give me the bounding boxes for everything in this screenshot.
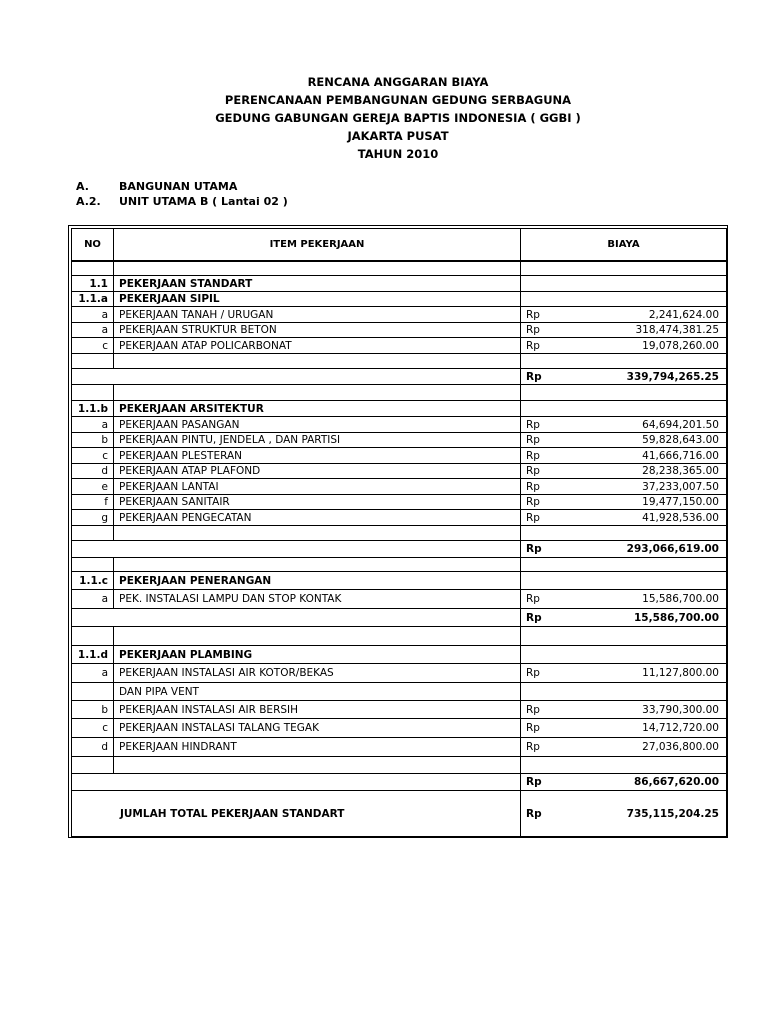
row-item xyxy=(114,261,521,276)
row-item: PEKERJAAN ATAP PLAFOND xyxy=(114,464,521,479)
cost-amount: 28,238,365.00 xyxy=(642,465,719,477)
row-item: PEKERJAAN PLAMBING xyxy=(114,646,521,664)
subtotal-spacer-cell xyxy=(72,609,521,627)
section-label: UNIT UTAMA B ( Lantai 02 ) xyxy=(119,195,288,208)
subtotal-cost xyxy=(521,541,727,558)
cost-amount: 41,666,716.00 xyxy=(642,449,719,462)
subtotal-spacer-cell xyxy=(72,541,521,558)
currency-label: Rp xyxy=(526,667,540,679)
title-line: JAKARTA PUSAT xyxy=(347,129,449,143)
row-number: g xyxy=(72,510,114,526)
table-row xyxy=(72,757,727,774)
row-cost xyxy=(521,664,727,683)
row-cost xyxy=(521,757,727,774)
row-number xyxy=(72,261,114,276)
row-cost xyxy=(521,495,727,510)
row-number: d xyxy=(72,464,114,479)
cost-amount xyxy=(526,649,721,661)
row-item xyxy=(114,757,521,774)
currency-label: Rp xyxy=(526,807,542,820)
row-item: PEKERJAAN PENERANGAN xyxy=(114,572,521,590)
row-item: PEKERJAAN INSTALASI AIR KOTOR/BEKAS xyxy=(114,664,521,683)
row-item: PEKERJAAN HINDRANT xyxy=(114,738,521,757)
cost-amount: 2,241,624.00 xyxy=(648,308,719,321)
table-row xyxy=(72,338,727,354)
cost-amount: 19,477,150.00 xyxy=(642,496,719,508)
row-item: PEKERJAAN PENGECATAN xyxy=(114,510,521,526)
subtotal-cost xyxy=(521,609,727,627)
subtotal-amount: 339,794,265.25 xyxy=(626,370,719,383)
currency-label: Rp xyxy=(526,703,540,716)
cost-amount xyxy=(526,575,721,587)
cost-amount xyxy=(526,387,721,399)
cost-amount: 318,474,381.25 xyxy=(635,324,719,336)
cost-amount: 41,928,536.00 xyxy=(642,511,719,524)
row-cost xyxy=(521,401,727,417)
subtotal-cost xyxy=(521,774,727,791)
currency-label: Rp xyxy=(526,324,540,336)
row-number: e xyxy=(72,479,114,495)
currency-label: Rp xyxy=(526,611,542,624)
table-row xyxy=(72,369,727,385)
table-row xyxy=(72,526,727,541)
table-row xyxy=(72,479,727,495)
row-number: 1.1.c xyxy=(72,572,114,590)
cost-amount: 33,790,300.00 xyxy=(642,703,719,716)
table-row xyxy=(72,609,727,627)
row-cost xyxy=(521,526,727,541)
currency-label: Rp xyxy=(526,308,540,321)
cost-amount xyxy=(526,686,721,698)
cost-amount: 19,078,260.00 xyxy=(642,339,719,352)
row-number: a xyxy=(72,417,114,433)
currency-label: Rp xyxy=(526,370,542,383)
row-cost xyxy=(521,558,727,572)
table-header-row xyxy=(72,229,727,261)
budget-table xyxy=(71,228,727,837)
table-row xyxy=(72,774,727,791)
row-item: PEKERJAAN STANDART xyxy=(114,276,521,292)
table-row xyxy=(72,323,727,338)
table-row xyxy=(72,464,727,479)
cost-amount xyxy=(526,403,721,415)
cost-amount: 14,712,720.00 xyxy=(642,722,719,734)
row-item: PEKERJAAN STRUKTUR BETON xyxy=(114,323,521,338)
cost-amount xyxy=(526,527,721,539)
row-cost xyxy=(521,354,727,369)
table-row xyxy=(72,417,727,433)
row-cost xyxy=(521,572,727,590)
row-number: b xyxy=(72,433,114,448)
cost-amount: 11,127,800.00 xyxy=(642,667,719,679)
cost-amount: 27,036,800.00 xyxy=(642,741,719,753)
currency-label: Rp xyxy=(526,511,540,524)
row-number: a xyxy=(72,590,114,609)
row-item: PEKERJAAN SANITAIR xyxy=(114,495,521,510)
table-row xyxy=(72,701,727,719)
table-row xyxy=(72,664,727,683)
currency-label: Rp xyxy=(526,449,540,462)
row-item: PEKERJAAN ARSITEKTUR xyxy=(114,401,521,417)
document-title-block xyxy=(0,73,768,163)
table-row xyxy=(72,590,727,609)
subtotal-spacer-cell xyxy=(72,369,521,385)
row-item xyxy=(114,354,521,369)
row-number xyxy=(72,558,114,572)
currency-label: Rp xyxy=(526,496,540,508)
row-number: a xyxy=(72,307,114,323)
row-cost xyxy=(521,646,727,664)
cost-amount xyxy=(526,262,721,274)
table-row xyxy=(72,433,727,448)
grand-total-amount: 735,115,204.25 xyxy=(626,807,719,820)
cost-amount xyxy=(526,759,721,771)
row-cost xyxy=(521,307,727,323)
table-row xyxy=(72,261,727,276)
currency-label: Rp xyxy=(526,465,540,477)
row-number xyxy=(72,757,114,774)
table-row xyxy=(72,307,727,323)
section-label: BANGUNAN UTAMA xyxy=(119,180,238,193)
row-item: PEKERJAAN LANTAI xyxy=(114,479,521,495)
row-number: d xyxy=(72,738,114,757)
row-number xyxy=(72,354,114,369)
cost-amount xyxy=(526,278,721,290)
row-cost xyxy=(521,479,727,495)
cost-amount: 37,233,007.50 xyxy=(642,480,719,493)
subtotal-amount: 293,066,619.00 xyxy=(626,543,719,555)
row-number: c xyxy=(72,338,114,354)
table-row xyxy=(72,719,727,738)
table-row xyxy=(72,448,727,464)
currency-label: Rp xyxy=(526,776,542,788)
row-number: b xyxy=(72,701,114,719)
table-row xyxy=(72,541,727,558)
row-number xyxy=(72,385,114,401)
row-cost xyxy=(521,683,727,701)
row-item: DAN PIPA VENT xyxy=(114,683,521,701)
table-row xyxy=(72,683,727,701)
row-cost xyxy=(521,338,727,354)
table-row xyxy=(72,646,727,664)
row-cost xyxy=(521,701,727,719)
header-cost: BIAYA xyxy=(521,229,727,261)
row-number: c xyxy=(72,719,114,738)
row-cost xyxy=(521,292,727,307)
row-item xyxy=(114,526,521,541)
table-row xyxy=(72,385,727,401)
row-number: a xyxy=(72,664,114,683)
row-cost xyxy=(521,385,727,401)
table-row xyxy=(72,572,727,590)
row-cost xyxy=(521,276,727,292)
row-item: PEKERJAAN INSTALASI TALANG TEGAK xyxy=(114,719,521,738)
row-item: PEKERJAAN PINTU, JENDELA , DAN PARTISI xyxy=(114,433,521,448)
row-number: 1.1.d xyxy=(72,646,114,664)
currency-label: Rp xyxy=(526,543,542,555)
row-cost xyxy=(521,590,727,609)
cost-amount: 15,586,700.00 xyxy=(642,593,719,605)
currency-label: Rp xyxy=(526,339,540,352)
currency-label: Rp xyxy=(526,434,540,446)
row-cost xyxy=(521,510,727,526)
row-cost xyxy=(521,417,727,433)
row-cost xyxy=(521,448,727,464)
table-row xyxy=(72,627,727,646)
table-body xyxy=(72,261,727,837)
row-cost xyxy=(521,323,727,338)
currency-label: Rp xyxy=(526,722,540,734)
row-cost xyxy=(521,627,727,646)
row-item: PEK. INSTALASI LAMPU DAN STOP KONTAK xyxy=(114,590,521,609)
row-number xyxy=(72,526,114,541)
row-number: 1.1.b xyxy=(72,401,114,417)
row-item: PEKERJAAN INSTALASI AIR BERSIH xyxy=(114,701,521,719)
table-row xyxy=(72,292,727,307)
row-item: PEKERJAAN TANAH / URUGAN xyxy=(114,307,521,323)
row-cost xyxy=(521,719,727,738)
row-number: 1.1.a xyxy=(72,292,114,307)
title-line: PERENCANAAN PEMBANGUNAN GEDUNG SERBAGUNA xyxy=(224,93,572,107)
row-number xyxy=(72,683,114,701)
cost-amount xyxy=(526,355,721,367)
row-item: PEKERJAAN PASANGAN xyxy=(114,417,521,433)
table-row xyxy=(72,276,727,292)
grand-total-cost xyxy=(521,791,727,837)
title-line: TAHUN 2010 xyxy=(357,147,439,161)
currency-label: Rp xyxy=(526,593,540,605)
grand-total-row xyxy=(72,791,727,837)
section-code: A.2. xyxy=(76,195,101,208)
row-number xyxy=(72,627,114,646)
row-number: a xyxy=(72,323,114,338)
table-row xyxy=(72,401,727,417)
currency-label: Rp xyxy=(526,741,540,753)
header-no: NO xyxy=(72,229,114,261)
subtotal-amount: 15,586,700.00 xyxy=(633,611,719,624)
row-item xyxy=(114,385,521,401)
table-row xyxy=(72,510,727,526)
cost-amount: 59,828,643.00 xyxy=(642,434,719,446)
row-cost xyxy=(521,261,727,276)
row-cost xyxy=(521,464,727,479)
table-row xyxy=(72,558,727,572)
cost-amount xyxy=(526,630,721,642)
row-item: PEKERJAAN SIPIL xyxy=(114,292,521,307)
row-item: PEKERJAAN ATAP POLICARBONAT xyxy=(114,338,521,354)
title-line: RENCANA ANGGARAN BIAYA xyxy=(307,75,489,89)
grand-total-label: JUMLAH TOTAL PEKERJAAN STANDART xyxy=(72,791,521,837)
title-line: GEDUNG GABUNGAN GEREJA BAPTIS INDONESIA ( GGBI ) xyxy=(215,111,581,125)
cost-amount: 64,694,201.50 xyxy=(642,418,719,431)
cost-amount xyxy=(526,559,721,571)
row-item xyxy=(114,627,521,646)
table-row xyxy=(72,495,727,510)
row-item xyxy=(114,558,521,572)
cost-amount xyxy=(526,293,721,305)
subtotal-amount: 86,667,620.00 xyxy=(633,776,719,788)
subtotal-spacer-cell xyxy=(72,774,521,791)
row-number: 1.1 xyxy=(72,276,114,292)
currency-label: Rp xyxy=(526,480,540,493)
table-row xyxy=(72,354,727,369)
row-cost xyxy=(521,738,727,757)
header-item: ITEM PEKERJAAN xyxy=(114,229,521,261)
row-number: f xyxy=(72,495,114,510)
row-number: c xyxy=(72,448,114,464)
row-item: PEKERJAAN PLESTERAN xyxy=(114,448,521,464)
section-code: A. xyxy=(76,180,89,193)
row-cost xyxy=(521,433,727,448)
subtotal-cost xyxy=(521,369,727,385)
currency-label: Rp xyxy=(526,418,540,431)
table-row xyxy=(72,738,727,757)
